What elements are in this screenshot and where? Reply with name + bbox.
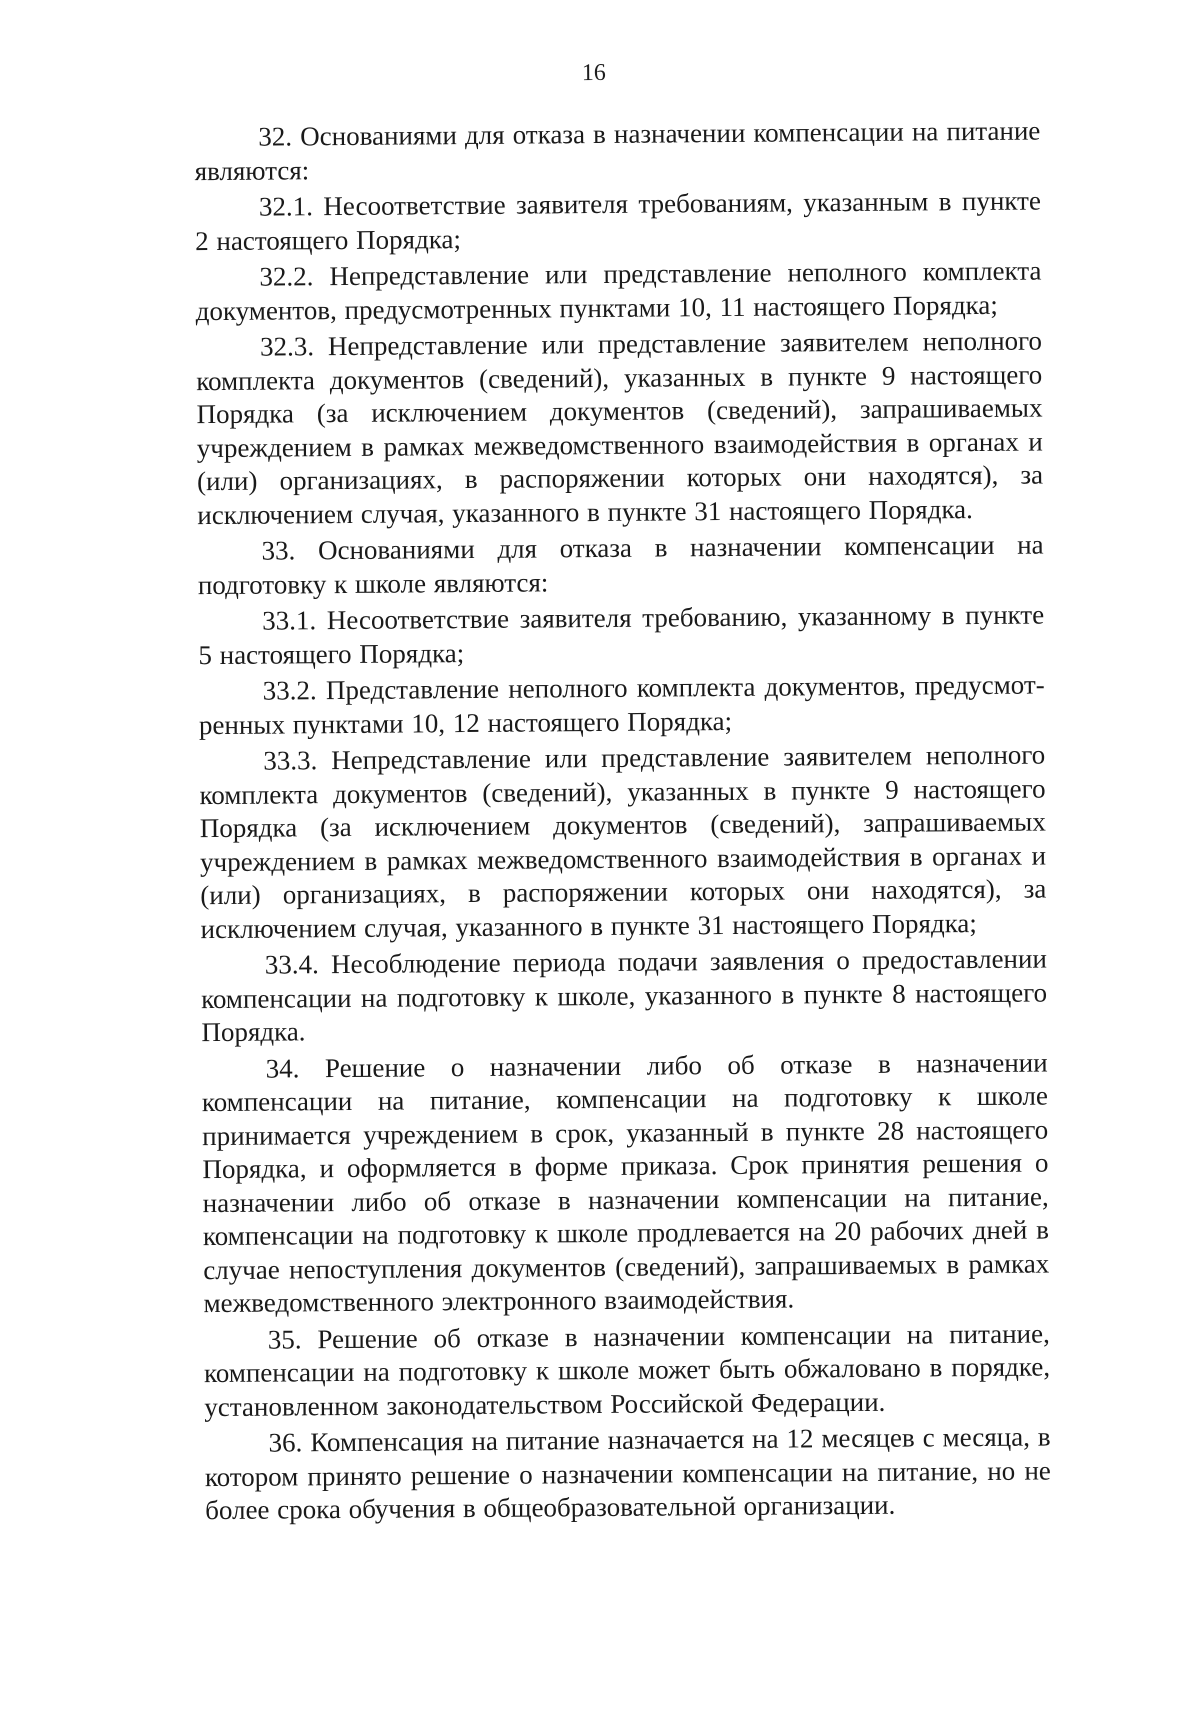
paragraph-32-3: 32.3. Непредставление или представление заявителем неполного комплекта документов (сведений), указанных в пункте 9 настоящего Порядка (за исключением документов (сведений), запрашиваемых учреждением в рамках межведомственного взаимодействия в органах и (или) организациях, в распоряжении которых они находятся), за исключением случая, указанного в пункте 31 настоящего Порядка. <box>196 325 1044 530</box>
paragraph-33-3: 33.3. Непредставление или представление заявителем неполного комплекта документов (сведений), указанных в пункте 9 настоящего Порядка (за исключением документов (сведений), запрашиваемых учреждением в рамках межведомственного взаимодействия в органах и (или) организациях, в распоряжении которых они находятся), за исключением случая, указанного в пункте 31 настоящего Порядка; <box>199 739 1047 944</box>
paragraph-34: 34. Решение о назначении либо об отказе в назначении компенсации на питание, компенсации на подготовку к школе принимается учреждением в срок, указанный в пункте 28 настоящего Порядка, и оформляется в форме приказа. Срок принятия решения о назначении либо об отказе в назначении компенсации на питание, компенсации на подготовку к школе продлевается на 20 рабочих дней в случае непоступления документов (сведений), запрашиваемых в рамках межведомственного электронного взаимодействия. <box>201 1046 1050 1319</box>
paragraph-32: 32. Основаниями для отказа в назначении компенсации на питание являются: <box>194 115 1041 186</box>
paragraph-32-1: 32.1. Несоответствие заявителя требованиям, указанным в пункте 2 настоящего Порядка; <box>195 185 1041 256</box>
paragraph-33-2: 33.2. Представление неполного комплекта документов, предусмотренных пунктами 10, 12 настоящего Порядка; <box>198 669 1045 740</box>
page-number: 16 <box>581 59 606 87</box>
paragraph-33-4: 33.4. Несоблюдение периода подачи заявления о предоставлении компенсации на подготовку к школе, указанного в пункте 8 настоящего Порядка. <box>201 943 1048 1048</box>
document-body <box>194 115 1051 1531</box>
paragraph-33-1: 33.1. Несоответствие заявителя требованию, указанному в пункте 5 настоящего Порядка; <box>198 599 1045 670</box>
paragraph-36: 36. Компенсация на питание назначается на 12 месяцев с месяца, в котором принято решение о назначении компенсации на питание, но не более срока обучения в общеобразовательной организации. <box>204 1421 1051 1526</box>
paragraph-35: 35. Решение об отказе в назначении компенсации на питание, компенсации на подготовку к школе может быть обжаловано в порядке, установленном законодательством Российской Федерации. <box>203 1317 1051 1422</box>
paragraph-32-2: 32.2. Непредставление или представление неполного комплекта документов, предусмотренных пунктами 10, 11 настоящего Порядка; <box>195 255 1042 326</box>
paragraph-33: 33. Основаниями для отказа в назначении компенсации на подготовку к школе являются: <box>197 529 1044 600</box>
